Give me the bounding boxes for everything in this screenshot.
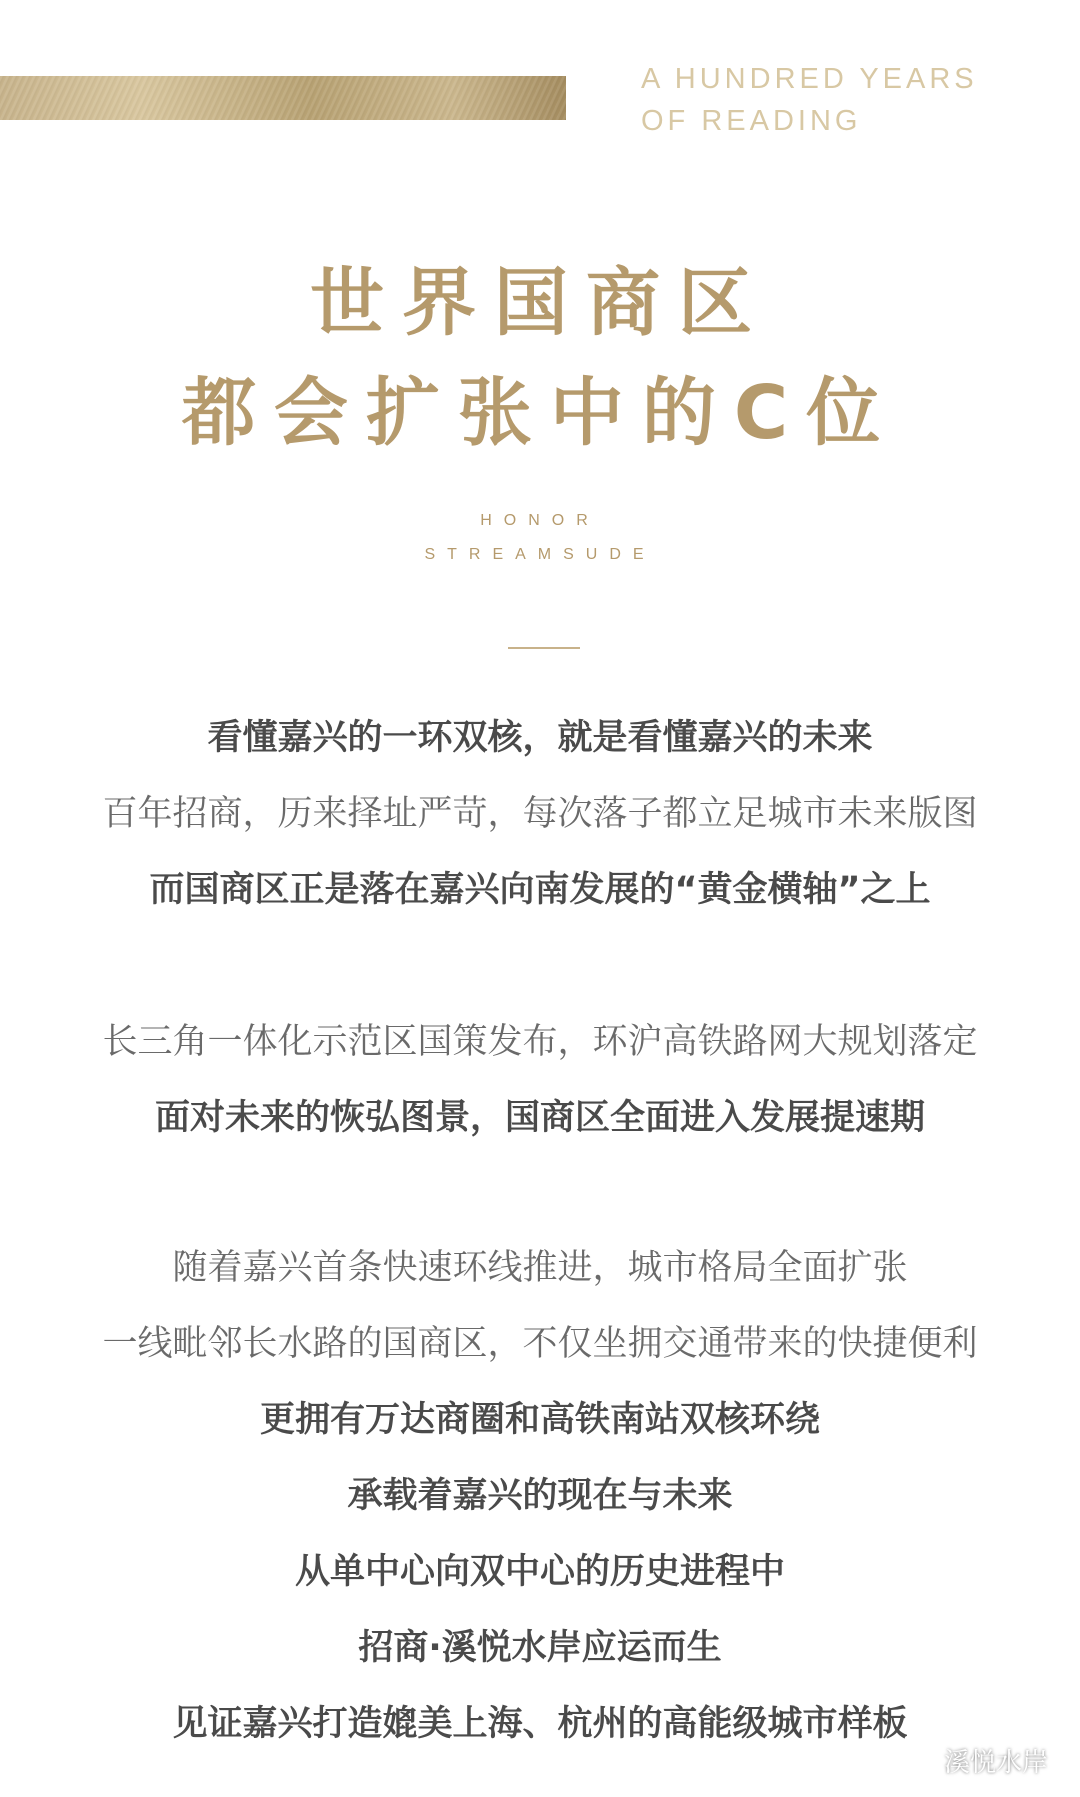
page-title-line-1: 世界国商区 xyxy=(310,260,770,346)
paragraph-3-line-2: 一线毗邻长水路的国商区，不仅坐拥交通带来的快捷便利 xyxy=(102,1324,978,1364)
section-divider xyxy=(508,647,580,649)
paragraph-3 xyxy=(0,1230,1080,1762)
paragraph-3-line-3: 更拥有万达商圈和高铁南站双核环绕 xyxy=(259,1400,820,1440)
header-tagline xyxy=(641,58,978,142)
header-tagline-line-2: OF READING xyxy=(641,105,862,137)
paragraph-1 xyxy=(0,700,1080,928)
paragraph-2-line-1: 长三角一体化示范区国策发布，环沪高铁路网大规划落定 xyxy=(102,1022,978,1062)
paragraph-3-line-4: 承载着嘉兴的现在与未来 xyxy=(347,1476,733,1516)
paragraph-3-line-7: 见证嘉兴打造媲美上海、杭州的高能级城市样板 xyxy=(172,1704,908,1744)
page-title-line-2: 都会扩张中的C位 xyxy=(181,370,899,456)
paragraph-1-line-3: 而国商区正是落在嘉兴向南发展的“黄金横轴”之上 xyxy=(149,870,931,910)
paragraph-3-line-6: 招商·溪悦水岸应运而生 xyxy=(358,1628,722,1668)
paragraph-2-line-2: 面对未来的恢弘图景，国商区全面进入发展提速期 xyxy=(154,1098,925,1138)
sub-tagline-line-1: HONOR xyxy=(480,512,600,529)
header-tagline-line-1: A HUNDRED YEARS xyxy=(641,63,978,95)
gold-foil-bar xyxy=(0,76,566,120)
sub-tagline xyxy=(0,504,1080,572)
source-watermark xyxy=(902,1742,1048,1779)
sub-tagline-line-2: STREAMSUDE xyxy=(424,546,656,563)
paragraph-3-line-5: 从单中心向双中心的历史进程中 xyxy=(294,1552,785,1592)
paragraph-2 xyxy=(0,1004,1080,1156)
paragraph-3-line-1: 随着嘉兴首条快速环线推进，城市格局全面扩张 xyxy=(172,1248,908,1288)
wechat-icon xyxy=(902,1746,936,1776)
paragraph-1-line-1: 看懂嘉兴的一环双核，就是看懂嘉兴的未来 xyxy=(207,718,873,758)
watermark-label: 溪悦水岸 xyxy=(943,1748,1048,1778)
page-title xyxy=(0,248,1080,468)
paragraph-1-line-2: 百年招商，历来择址严苛，每次落子都立足城市未来版图 xyxy=(102,794,978,834)
